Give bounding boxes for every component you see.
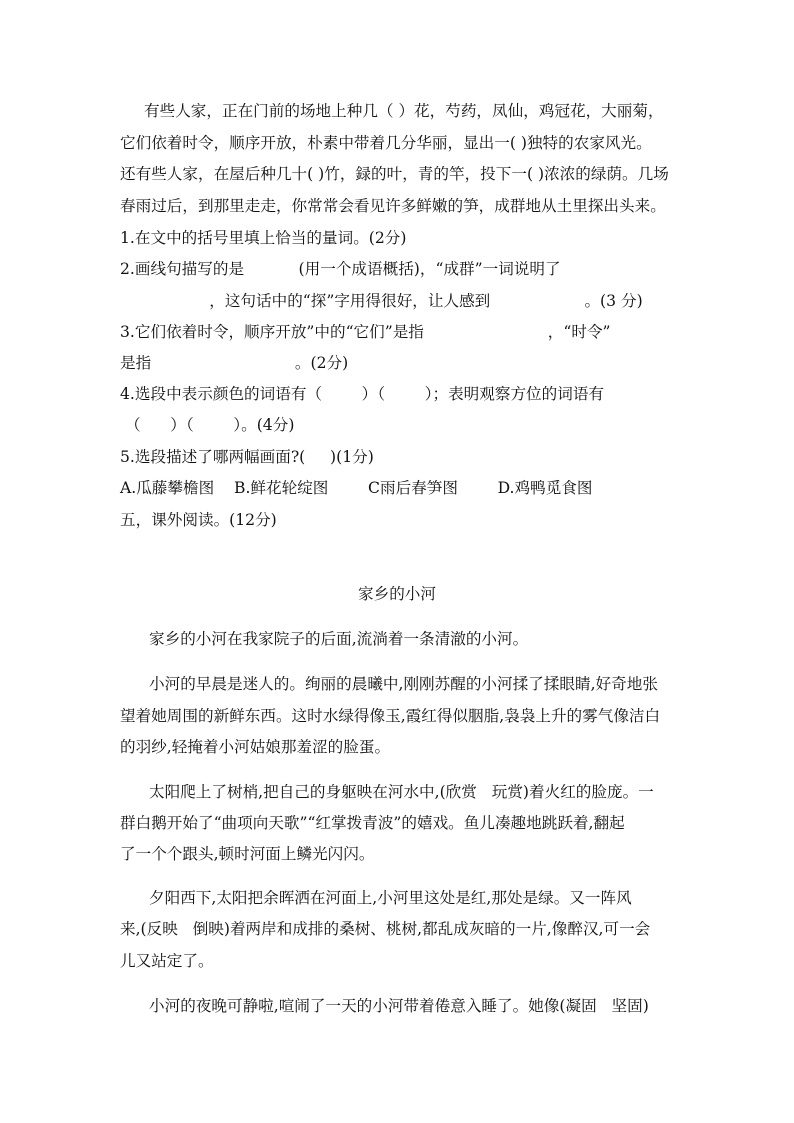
article-paragraph-line: 小河的早晨是迷人的。绚丽的晨曦中,刚刚苏醒的小河揉了揉眼睛,好奇地张 [149,675,658,693]
article-paragraph-line: 小河的夜晚可静啦,喧闹了一天的小河带着倦意入睡了。她像(凝固 坚固) [149,997,649,1015]
question-1: 1.在文中的括号里填上恰当的量词。(2分) [120,229,407,247]
article-paragraph-line: 来,(反映 倒映)着两岸和成排的桑树、桃树,都乱成灰暗的一片,像醉汉,可一会 [120,920,651,938]
question-5-options: A.瓜藤攀檐图 B.鲜花轮绽图 C雨后春笋图 D.鸡鸭觅食图 [120,479,593,497]
article-paragraph-line: 了一个个跟头,顿时河面上鳞光闪闪。 [120,845,375,863]
question-2: 2.画线句描写的是 (用一个成语概括)，“成群”一词说明了 [120,260,561,278]
passage-line: 还有些人家，在屋后种几十( )竹，録的叶，青的竿，投下一( )浓浓的绿荫。几场 [120,165,669,183]
question-4-continued: （ ）（ ）。(4分) [120,416,295,434]
passage-line: 有些人家，正在门前的场地上种几（ ）花，芍药，凤仙，鸡冠花，大丽菊， [144,102,664,120]
article-paragraph-line: 太阳爬上了树梢,把自己的身躯映在河水中,(欣赏 玩赏)着火红的脸庞。一 [149,783,654,801]
question-3-continued: 是指 。(2分) [120,354,349,372]
article-paragraph-line: 群白鹅开始了“曲项向天歌”“红掌拨青波”的嬉戏。鱼儿凑趣地跳跃着,翻起 [120,814,625,832]
section-heading: 五，课外阅读。(12分) [120,511,277,529]
question-4: 4.选段中表示颜色的词语有（ ）（ ）；表明观察方位的词语有 [120,385,605,403]
article-paragraph-line: 家乡的小河在我家院子的后面,流淌着一条清澈的小河。 [149,630,529,648]
question-3: 3.它们依着时令，顺序开放”中的“它们”是指 ，“时令” [120,323,611,341]
article-paragraph-line: 望着她周围的新鲜东西。这时水绿得像玉,霞红得似胭脂,袅袅上升的雾气像洁白 [120,707,661,725]
question-2-continued: ，这句话中的“探”字用得很好，让人感到 。(3 分) [120,292,643,310]
article-paragraph-line: 夕阳西下,太阳把余晖洒在河面上,小河里这处是红,那处是绿。又一阵风 [149,889,632,907]
article-paragraph-line: 的羽纱,轻掩着小河姑娘那羞涩的脸蛋。 [120,738,391,756]
question-5: 5.选段描述了哪两幅画面?( )(1分) [120,448,374,466]
article-paragraph-line: 儿又站定了。 [120,952,214,970]
article-title: 家乡的小河 [358,585,436,603]
passage-line: 春雨过后，到那里走走，你常常会看见许多鲜嫩的笋，成群地从土里探出头来。 [120,197,666,215]
passage-line: 它们依着时令，顺序开放，朴素中带着几分华丽，显出一( )独特的农家风光。 [120,134,652,152]
